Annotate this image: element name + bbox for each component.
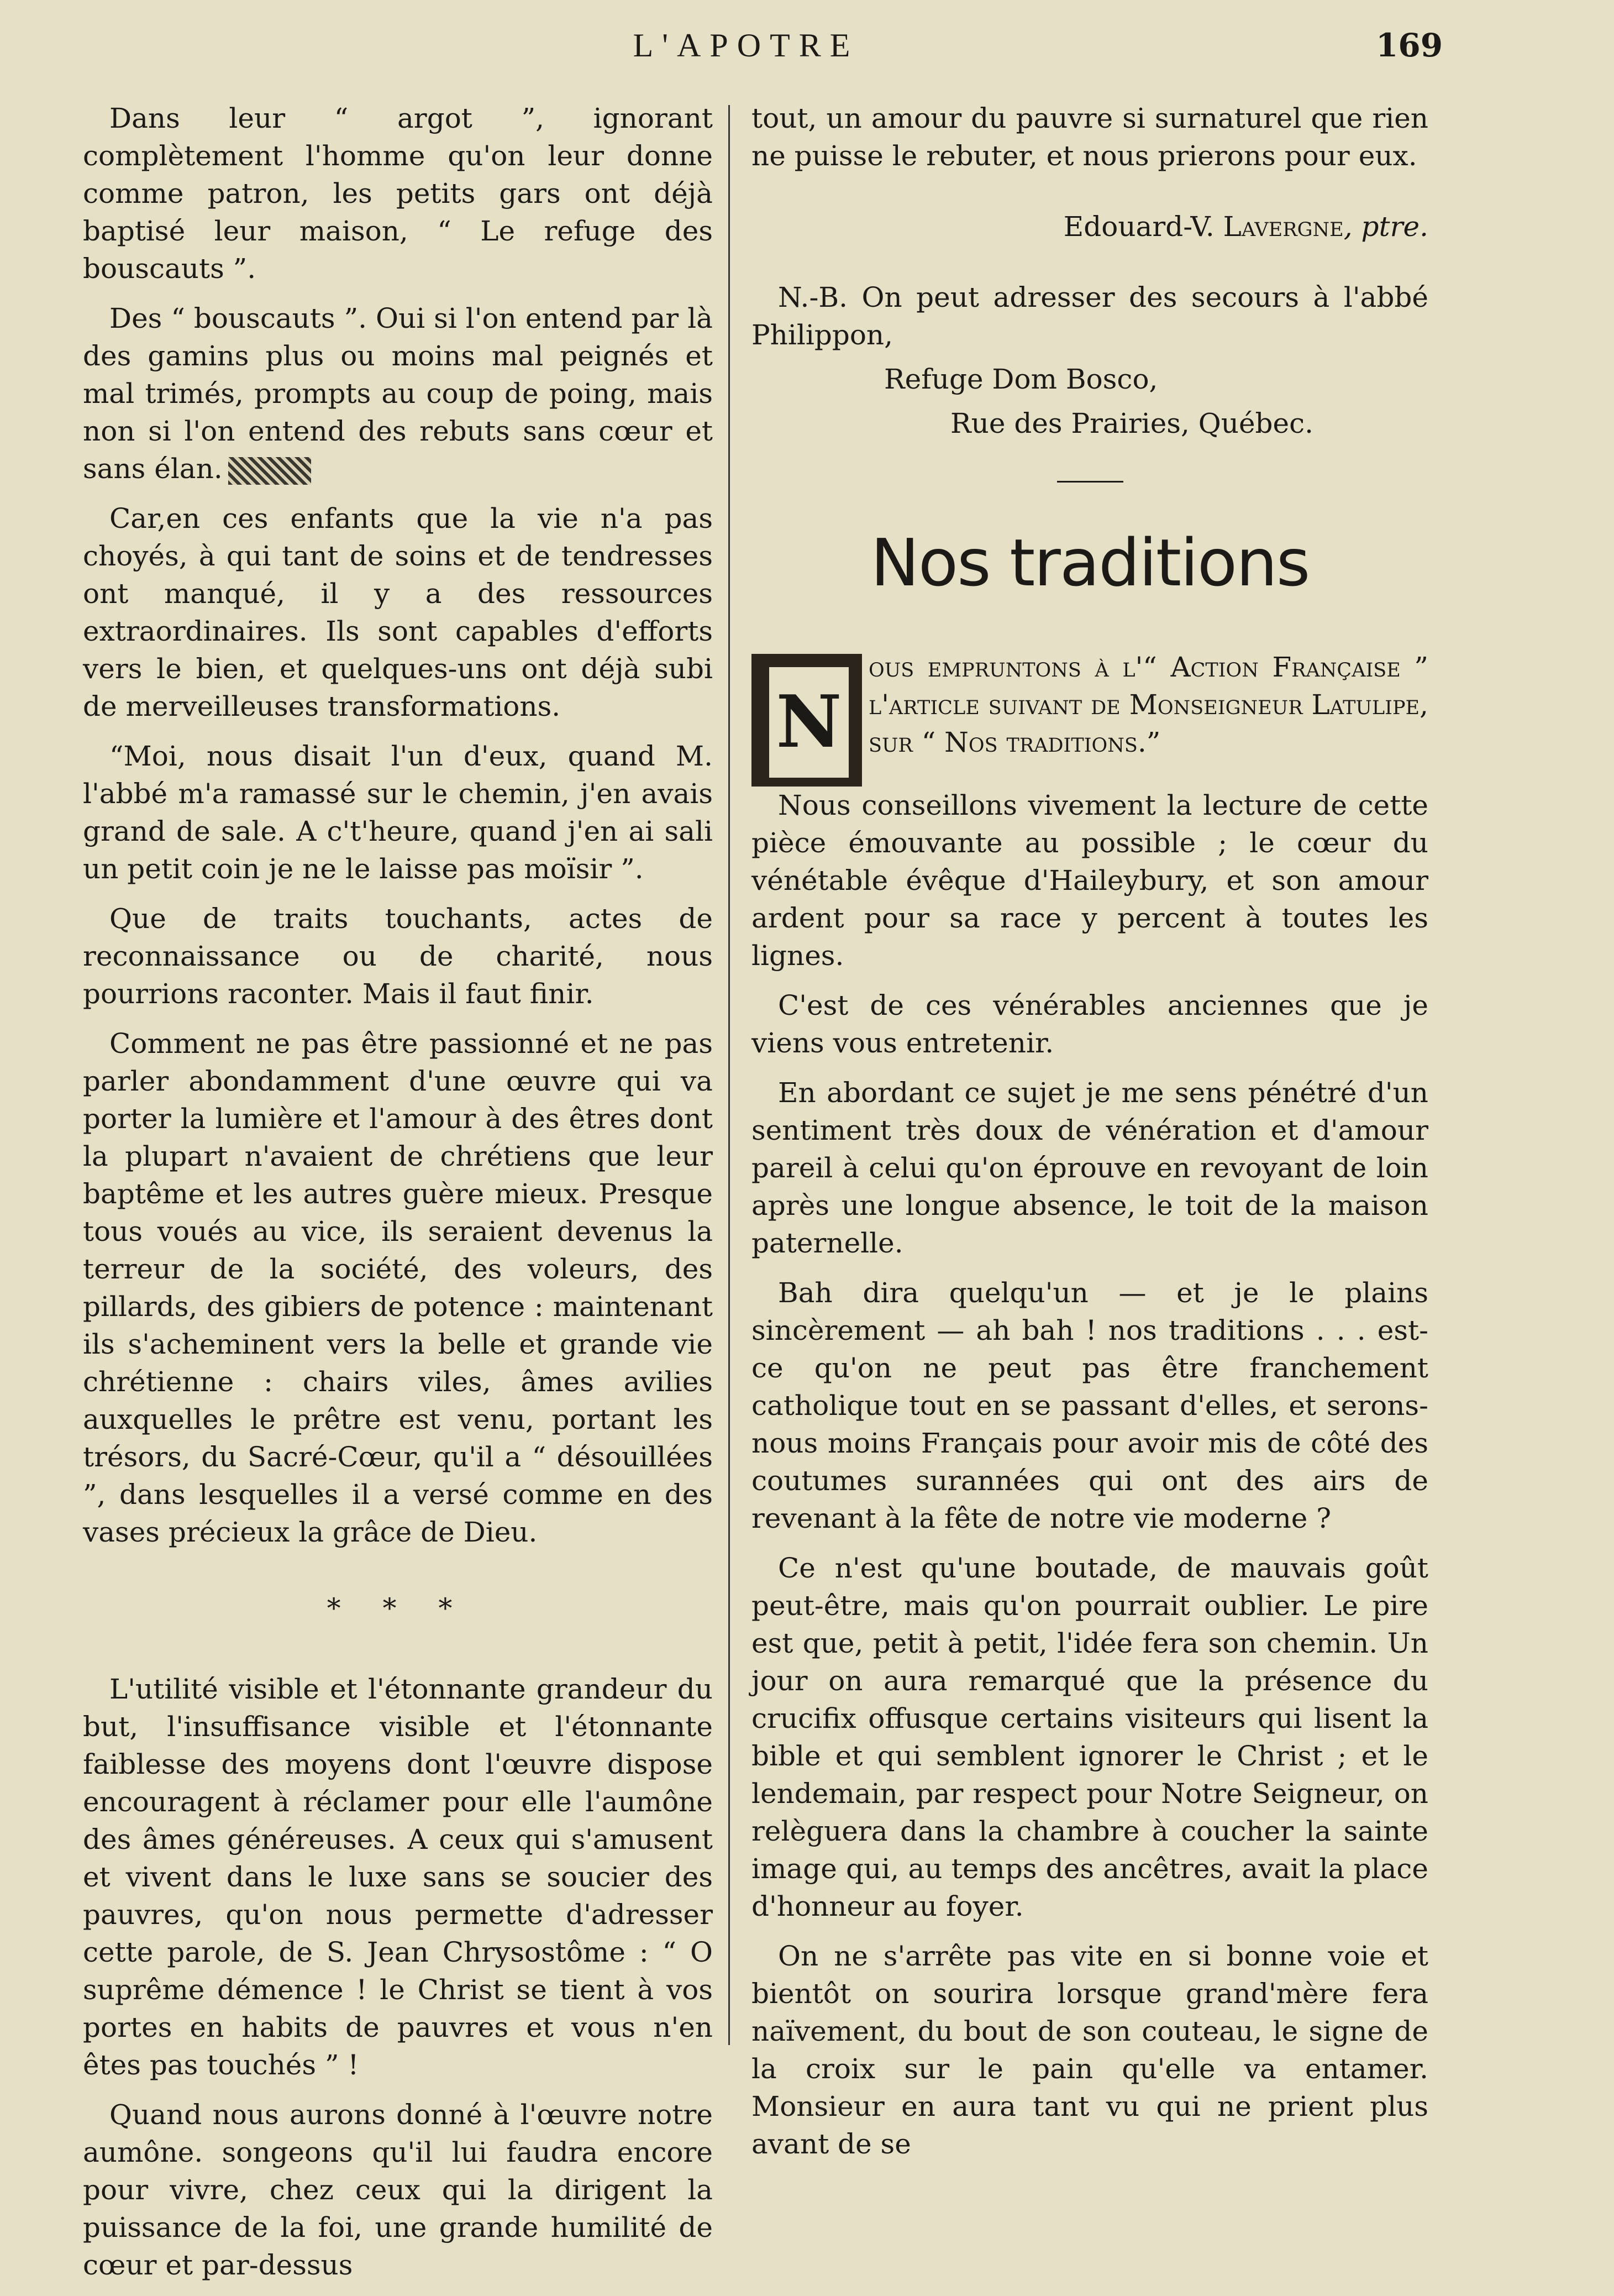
address-line: Rue des Prairies, Québec.	[950, 407, 1314, 439]
paragraph: En abordant ce sujet je me sens pénétré d'un sentiment très doux de vénération et d'amour pareil à celui qu'on éprouve en revoyant de loin après une longue absence, le toit de la maison paternelle.	[751, 1077, 1428, 1259]
running-title: L'APOTRE	[633, 27, 859, 64]
intro-paragraph	[751, 648, 1428, 764]
page-number: 169	[1376, 27, 1443, 64]
left-column	[83, 99, 713, 2296]
paragraph: On ne s'arrête pas vite en si bonne voie et bientôt on sourira lorsque grand'mère fera naïvement, du bout de son couteau, le signe de la croix sur le pain qu'elle va entamer. Monsieur en aura tant vu qui ne prient plus avant de se	[751, 1940, 1428, 2160]
signature-name: Edouard-V.	[1063, 211, 1223, 243]
signature	[751, 208, 1428, 245]
paragraph: Bah dira quelqu'un — et je le plains sincèrement — ah bah ! nos traditions . . . est-ce qu'on ne peut pas être franchement catholique tout en se passant d'elles, et serons-nous moins Français pour avoir mis de côté des coutumes surannées qui ont des airs de revenant à la fête de notre vie moderne ?	[751, 1277, 1428, 1534]
signature-surname: Lavergne	[1223, 211, 1344, 243]
right-column	[751, 99, 1428, 2175]
paragraph: “Moi, nous disait l'un d'eux, quand M. l'abbé m'a ramassé sur le chemin, j'en avais grand de sale. A c't'heure, quand j'en ai sali un petit coin je ne le laisse pas moïsir ”.	[83, 740, 713, 885]
paragraph: C'est de ces vénérables anciennes que je viens vous entretenir.	[751, 989, 1428, 1059]
paragraph: Quand nous aurons donné à l'œuvre notre aumône. songeons qu'il lui faudra encore pour vivre, chez ceux qui la dirigent la puissance de la foi, une grande humilité de cœur et par-dessus	[83, 2099, 713, 2281]
paragraph: Comment ne pas être passionné et ne pas parler abondamment d'une œuvre qui va porter la lumière et l'amour à des êtres dont la plupart n'avaient de chrétiens que leur baptême et les autres guère mieux. Presque tous voués au vice, ils seraient devenus la terreur de la société, des voleurs, des pillards, des gibiers de potence : maintenant ils s'acheminent vers la belle et grande vie chrétienne : chairs viles, âmes avilies auxquelles le prêtre est venu, portant les trésors, du Sacré-Cœur, qu'il a “ désouillées ”, dans lesquelles il a versé comme en des vases précieux la grâce de Dieu.	[83, 1028, 713, 1548]
signature-title: , ptre.	[1343, 211, 1428, 243]
paragraph: Dans leur “ argot ”, ignorant complètement l'homme qu'on leur donne comme patron, les petits gars ont déjà baptisé leur maison, “ Le refuge des bouscauts ”.	[83, 102, 713, 285]
paragraph-continuation: tout, un amour du pauvre si surnaturel que rien ne puisse le rebuter, et nous prierons pour eux.	[751, 102, 1428, 172]
paragraph: Nous conseillons vivement la lecture de cette pièce émouvante au possible ; le cœur du vénétable évêque d'Haileybury, et son amour ardent pour sa race y percent à toutes les lignes.	[751, 789, 1428, 972]
dropcap-letter: N	[776, 679, 842, 764]
address-line: Refuge Dom Bosco,	[884, 363, 1158, 395]
dropcap-frame	[767, 665, 851, 780]
paragraph: Ce n'est qu'une boutade, de mauvais goût peut-être, mais qu'on pourrait oublier. Le pire est que, petit à petit, l'idée fera son chemin. Un jour on aura remarqué que la présence du crucifix offusque certains visiteurs qui lisent la bible et qui semblent ignorer le Christ ; et le lendemain, par respect pour Notre Seigneur, on relèguera dans la chambre à coucher la sainte image qui, au temps des ancêtres, avait la place d'honneur au foyer.	[751, 1552, 1428, 1922]
running-head	[0, 27, 1614, 71]
column-divider	[728, 105, 730, 2045]
intro-text: ous empruntons à l'“ Action Française ” l'article suivant de Monseigneur Latulipe, sur “ Nos traditions.”	[869, 651, 1428, 758]
paragraph	[83, 300, 713, 487]
ornament-icon	[228, 457, 311, 485]
article-title: Nos traditions	[870, 525, 1310, 601]
dropcap-ornament-icon	[751, 654, 862, 787]
section-separator: * * *	[327, 1592, 469, 1624]
address-block	[751, 279, 1428, 442]
paragraph: Car,en ces enfants que la vie n'a pas choyés, à qui tant de soins et de tendresses ont manqué, il y a des ressources extraordinaires. Ils sont capables d'efforts vers le bien, et quelques-uns ont déjà subi de merveilleuses transformations.	[83, 502, 713, 722]
note: N.-B. On peut adresser des secours à l'abbé Philippon,	[751, 281, 1428, 351]
divider	[1057, 481, 1123, 483]
paragraph: L'utilité visible et l'étonnante grandeur du but, l'insuffisance visible et l'étonnante faiblesse des moyens dont l'œuvre dispose encouragent à réclamer pour elle l'aumône des âmes généreuses. A ceux qui s'amusent et vivent dans le luxe sans se soucier des pauvres, qu'on nous permette d'adresser cette parole, de S. Jean Chrysostôme : “ O suprême démence ! le Christ se tient à vos portes en habits de pauvres et vous n'en êtes pas touchés ” !	[83, 1673, 713, 2081]
paragraph-text: Des “ bouscauts ”. Oui si l'on entend par là des gamins plus ou moins mal peignés et mal trimés, prompts au coup de poing, mais non si l'on entend des rebuts sans cœur et sans élan.	[83, 302, 713, 485]
paragraph: Que de traits touchants, actes de reconnaissance ou de charité, nous pourrions raconter. Mais il faut finir.	[83, 903, 713, 1010]
